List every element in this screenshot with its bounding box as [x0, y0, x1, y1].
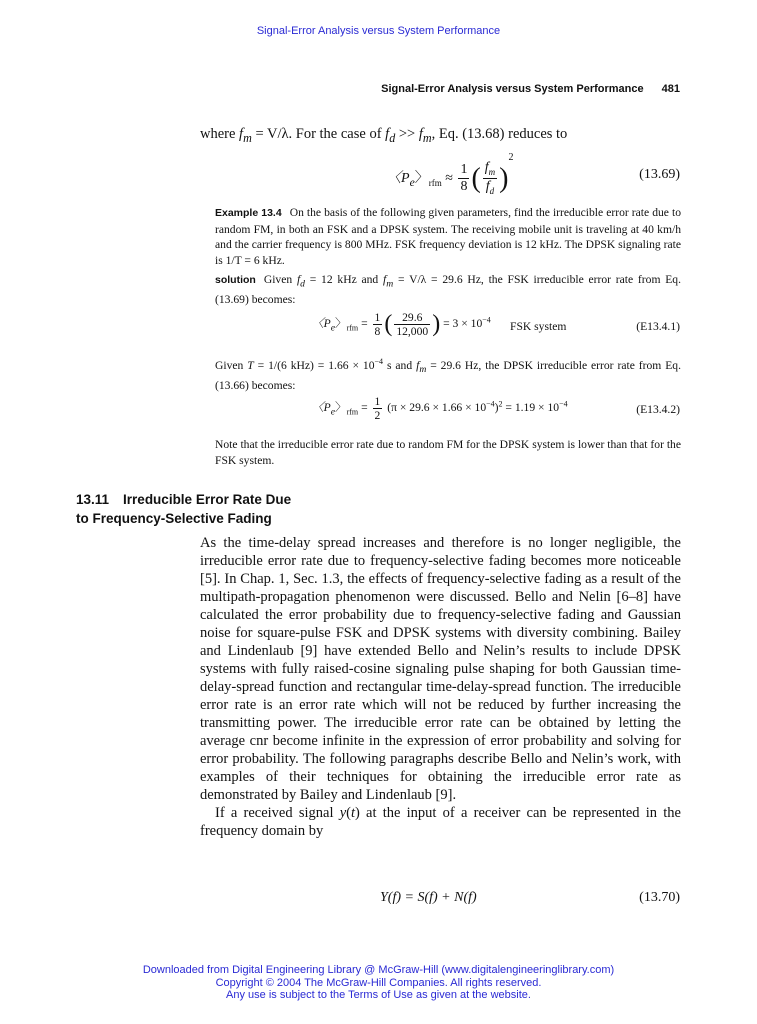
section-number: 13.11: [76, 492, 110, 507]
eq-sub: rfm: [346, 407, 359, 417]
equation-13-69: [387, 152, 513, 197]
solution-text: Given: [263, 273, 297, 286]
frac-den: 8: [374, 325, 381, 338]
equation-number: (13.69): [639, 167, 680, 182]
eq-bracket: 〉: [334, 317, 347, 331]
running-head-title: Signal-Error Analysis versus System Performance: [381, 83, 644, 95]
eq-fraction: [483, 160, 497, 197]
var-y: y: [339, 805, 347, 821]
frac-num: 29.6: [394, 311, 430, 325]
eq-sub: e: [330, 322, 335, 334]
body-text-run: If a received signal: [215, 805, 340, 821]
body-paragraph: As the time-delay spread increases and therefore is no longer negligible, the irreducible error rate due to frequency-selective fading becomes more noticeable [5]. In Chap. 1, Sec. 1.3, the effects of frequency-selective fading as a result of the multipath-propagation phenomenon were discussed. Bello and Nelin [6–8] have calculated the error probability due to frequency-selective fading and Gaussian noise for square-pulse FSK and DPSK systems with diversity combining. Bailey and Lindenlaub [9] have extended Bello and Nelin’s results to include DPSK systems with fully raised-cosine signaling pulse shaping for both Gaussian time-delay-spread function and rectangular time-delay-spread function. The irreducible error rate is an error rate which will not be reduced by further increasing the transmitting power. The irreducible error rate can be obtained by letting the average cnr become infinite in the expression of error probability and solving for error probability. The following paragraphs describe Bello and Nelin’s work, with examples of their techniques for obtaining the irreducible error rate as demonstrated by Bailey and Lindenlaub [9].: [200, 535, 681, 803]
frac-den: 2: [374, 409, 381, 422]
body-text-run: ) at the input of a receiver can be represented in the frequency domain by: [200, 805, 681, 839]
solution-text: = V/λ = 29.6 Hz, the FSK irreducible error rate from Eq. (13.69) becomes:: [215, 273, 682, 306]
eq-sub: m: [419, 364, 427, 376]
paren-open: (: [384, 311, 393, 337]
top-link[interactable]: Signal-Error Analysis versus System Performance: [256, 25, 501, 37]
equation-number: (13.70): [639, 890, 680, 905]
intro-line: [200, 125, 681, 147]
frac-den: 8: [460, 179, 468, 195]
example-text: On the basis of the following given parameters, find the irreducible error rate due to random FM, in both an FSK and a DPSK system. The receiving mobile unit is traveling at 40 km/h and the carrier frequency is 800 MHz. FSK frequency deviation is 12 kHz. The DPSK signaling rate is 1/T = 6 kHz.: [215, 206, 681, 267]
var-f: f: [383, 273, 387, 286]
var-t: T: [247, 358, 254, 372]
intro-text: , Eq. (13.68) reduces to: [431, 126, 568, 142]
solution-label: solution: [215, 274, 256, 286]
frac-den: 12,000: [396, 325, 429, 338]
eq-lhs: 〈P: [387, 171, 410, 186]
equation-number: (E13.4.2): [636, 403, 680, 416]
eq-fraction: [394, 311, 430, 338]
running-head: [381, 83, 680, 95]
example-block: [215, 205, 681, 268]
eq-lhs: 〈P: [312, 401, 331, 415]
section-heading: [76, 490, 291, 528]
eq-fraction: [373, 395, 383, 422]
mid-text: = 29.6 Hz, the DPSK irreducible error rate from Eq. (13.66) becomes:: [215, 358, 682, 392]
eq-exp: −4: [482, 315, 491, 325]
var-f: f: [385, 126, 390, 142]
frac-num: 1: [374, 311, 381, 324]
eq-fraction: [458, 162, 469, 195]
footer-terms-link[interactable]: Any use is subject to the Terms of Use as given at the website.: [226, 989, 531, 1001]
sub-m: m: [243, 130, 252, 145]
eq-sub: rfm: [428, 177, 442, 188]
footer-download-link[interactable]: Downloaded from Digital Engineering Library @ McGraw-Hill (www.digitalengineeringlibrary.com): [142, 964, 615, 976]
section-title-line2: to Frequency-Selective Fading: [76, 511, 272, 526]
eq-sub: rfm: [346, 323, 359, 333]
eq-exp: −4: [559, 399, 568, 409]
var-f: f: [239, 126, 244, 142]
eq-sub: e: [409, 175, 415, 189]
eq-sub: m: [488, 167, 496, 178]
section-title-line1: Irreducible Error Rate Due: [123, 492, 292, 507]
body-text-run: (: [346, 805, 351, 821]
body-text: [200, 534, 681, 840]
paren-close: ): [499, 162, 509, 194]
eq-lhs: 〈P: [312, 317, 331, 331]
frac-num: f: [484, 160, 489, 176]
equation-e13-4-2: [312, 395, 568, 422]
equation-number: (E13.4.1): [636, 320, 680, 333]
var-f: f: [296, 273, 301, 286]
mid-text: Given: [215, 358, 248, 372]
mid-text: = 1/(6 kHz) = 1.66 × 10: [253, 358, 375, 372]
eq-sub: m: [386, 278, 394, 290]
dpsk-intro: [215, 354, 681, 393]
eq-fraction: [373, 311, 383, 338]
frac-num: 1: [374, 395, 381, 408]
eq-sub: d: [489, 186, 495, 197]
var-f: f: [418, 126, 423, 142]
paren-close: ): [432, 311, 441, 337]
solution-text: = 12 kHz and: [305, 273, 383, 286]
eq-exp: −4: [486, 399, 495, 409]
eq-rhs: (π × 29.6 × 1.66 × 10: [387, 401, 487, 415]
intro-text: where: [200, 126, 240, 142]
var-t: t: [350, 805, 355, 821]
example-note: Note that the irreducible error rate due to random FM for the DPSK system is lower than that for the FSK system.: [215, 438, 681, 467]
eq-bracket: 〉: [414, 171, 429, 186]
equation-13-70: Y(f) = S(f) + N(f): [380, 890, 477, 905]
intro-text: >>: [395, 126, 419, 142]
example-label: Example 13.4: [215, 207, 282, 219]
body-paragraph: [200, 804, 681, 840]
footer: [0, 964, 757, 1002]
equation-e13-4-1: [312, 311, 491, 338]
eq-equals: =: [361, 317, 368, 331]
eq-exp: 2: [498, 399, 503, 409]
eq-sub: e: [330, 406, 335, 418]
eq-rhs: = 1.19 × 10: [502, 401, 560, 415]
eq-rhs: = 3 × 10: [443, 317, 483, 331]
eq-rhs: ): [494, 401, 499, 415]
eq-bracket: 〉: [334, 401, 347, 415]
solution-block: [215, 272, 681, 308]
eq-power: 2: [508, 152, 514, 163]
page-number: 481: [661, 83, 680, 95]
sub-d: d: [389, 130, 396, 145]
fsk-system-label: FSK system: [510, 320, 567, 333]
eq-equals: =: [361, 401, 368, 415]
eq-approx: ≈: [445, 171, 453, 186]
footer-copyright: Copyright © 2004 The McGraw-Hill Companies. All rights reserved.: [215, 976, 542, 989]
frac-den: f: [485, 179, 490, 195]
paren-open: (: [471, 162, 481, 194]
mid-text: s and: [383, 358, 417, 372]
sub-m: m: [422, 130, 432, 145]
var-f: f: [416, 358, 420, 372]
intro-text: = V/λ. For the case of: [251, 126, 386, 142]
frac-num: 1: [460, 162, 468, 178]
eq-sub: d: [300, 278, 305, 290]
eq-exp: −4: [374, 357, 384, 366]
